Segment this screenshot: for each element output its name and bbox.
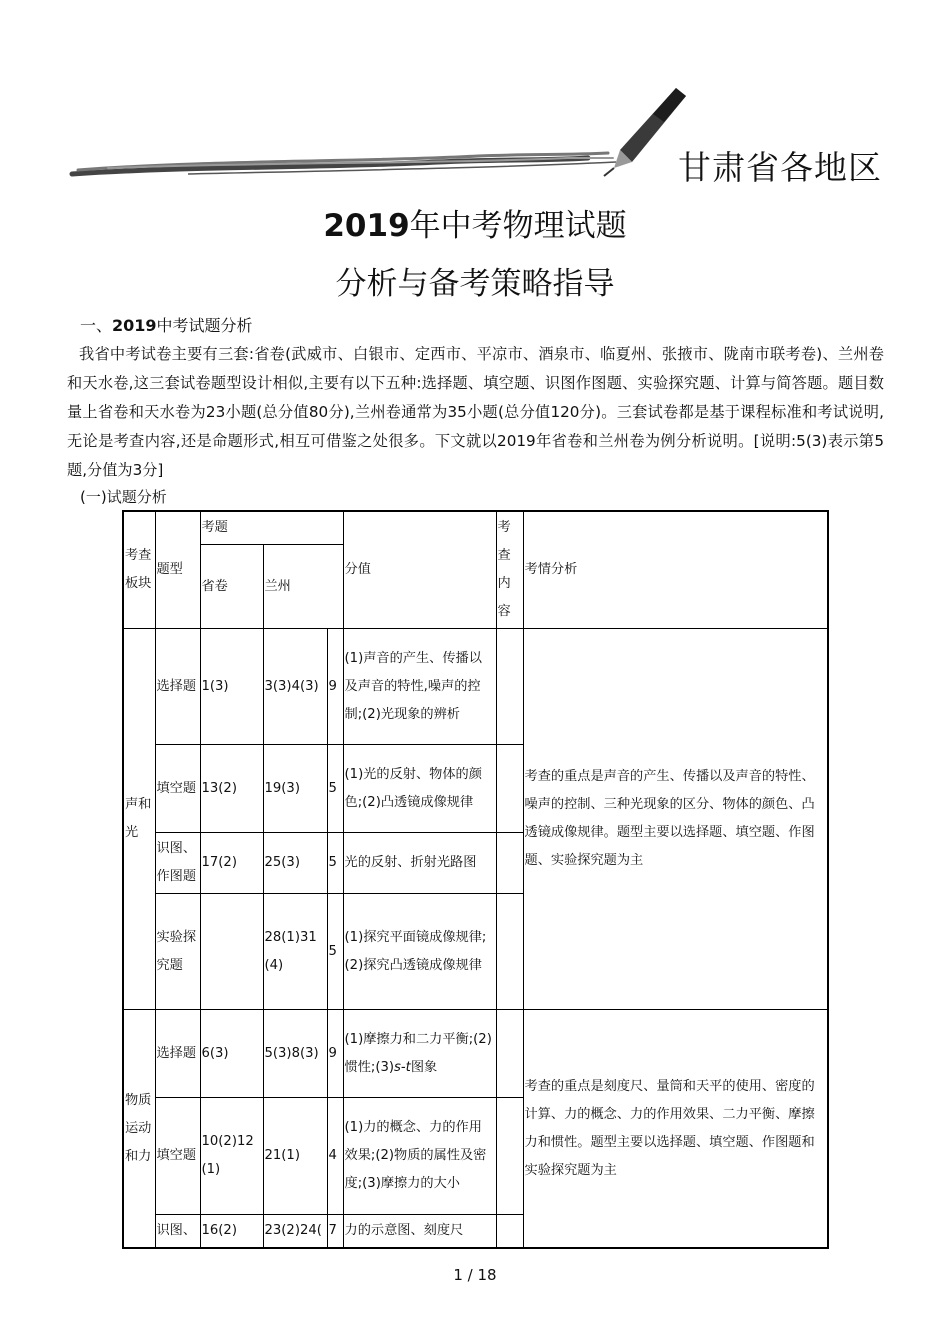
exam-content-part: 图象 (410, 1059, 438, 1075)
block-analysis: 考查的重点是声音的产生、传播以及声音的特性、噪声的控制、三种光现象的区分、物体的颜色、凸透镜成像规律。题型主要以选择题、填空题、作图题、实验探究题为主 (523, 629, 828, 1010)
lanzhou-questions: 28(1)31(4) (263, 894, 327, 1010)
table-row (123, 629, 828, 745)
lanzhou-questions: 25(3) (263, 833, 327, 894)
lanzhou-questions: 19(3) (263, 745, 327, 833)
header-province: 省卷 (200, 545, 263, 629)
lanzhou-questions: 3(3)4(3) (263, 629, 327, 745)
blank-cell (496, 629, 523, 745)
document-subtitle: 分析与备考策略指导 (335, 266, 615, 302)
score-value: 9 (327, 1010, 343, 1098)
title-year: 2019 (323, 208, 410, 244)
lanzhou-questions: 5(3)8(3) (263, 1010, 327, 1098)
module-name: 物质运动和力 (123, 1010, 155, 1249)
score-value: 4 (327, 1098, 343, 1215)
header-lanzhou: 兰州 (263, 545, 343, 629)
intro-paragraph: 我省中考试卷主要有三套:省卷(武威市、白银市、定西市、平凉市、酒泉市、临夏州、张掖市、陇南市联考卷)、兰州卷和天水卷,这三套试卷题型设计相似,主要有以下五种:选择题、填空题、识图作图题、实验探究题、计算与简答题。题目数量上省卷和天水卷为23小题(总分值80分),兰州卷通常为35小题(总分值120分)。三套试卷都是基于课程标准和考试说明,无论是考查内容,还是命题形式,相互可借鉴之处很多。下文就以2019年省卷和兰州卷为例分析说明。[说明:5(3)表示第5题,分值为3分] (67, 345, 884, 479)
exam-content: 力的示意图、刻度尺 (343, 1215, 496, 1249)
section-year: 2019 (112, 316, 157, 335)
table-row (123, 1010, 828, 1098)
lanzhou-questions: 21(1) (263, 1098, 327, 1215)
s-t-graph-label: s-t (394, 1059, 411, 1075)
subsection-heading: (一)试题分析 (80, 488, 167, 506)
title-text: 年中考物理试题 (409, 208, 627, 244)
header-analysis: 考情分析 (523, 511, 828, 629)
exam-content: (1)声音的产生、传播以及声音的特性,噪声的控制;(2)光现象的辨析 (343, 629, 496, 745)
question-type: 选择题 (155, 1010, 200, 1098)
province-questions: 16(2) (200, 1215, 263, 1249)
section-prefix: 一、 (80, 316, 113, 335)
blank-cell (496, 1215, 523, 1249)
blank-cell (496, 1010, 523, 1098)
header-type: 题型 (155, 511, 200, 629)
header-content: 考查内容 (496, 511, 523, 629)
province-questions (200, 894, 263, 1010)
page-number: 1 / 18 (453, 1266, 497, 1284)
lanzhou-questions: 23(2)24( (263, 1215, 327, 1249)
score-value: 5 (327, 833, 343, 894)
province-questions: 6(3) (200, 1010, 263, 1098)
section-heading-text: 中考试题分析 (156, 316, 253, 335)
question-type: 填空题 (155, 1098, 200, 1215)
analysis-table (122, 510, 829, 1249)
question-type: 实验探究题 (155, 894, 200, 1010)
score-value: 5 (327, 894, 343, 1010)
exam-content: (1)光的反射、物体的颜色;(2)凸透镜成像规律 (343, 745, 496, 833)
block-analysis: 考查的重点是刻度尺、量筒和天平的使用、密度的计算、力的概念、力的作用效果、二力平衡、摩擦力和惯性。题型主要以选择题、填空题、作图题和实验探究题为主 (523, 1010, 828, 1249)
exam-content: 光的反射、折射光路图 (343, 833, 496, 894)
question-type: 填空题 (155, 745, 200, 833)
header-value: 分值 (343, 511, 496, 629)
section-heading (80, 313, 253, 336)
header-row (123, 511, 828, 545)
province-questions: 1(3) (200, 629, 263, 745)
blank-cell (496, 745, 523, 833)
exam-content: (1)力的概念、力的作用效果;(2)物质的属性及密度;(3)摩擦力的大小 (343, 1098, 496, 1215)
score-value: 9 (327, 629, 343, 745)
blank-cell (496, 1098, 523, 1215)
exam-content: (1)探究平面镜成像规律;(2)探究凸透镜成像规律 (343, 894, 496, 1010)
blank-cell (496, 833, 523, 894)
exam-content (343, 1010, 496, 1098)
question-type: 选择题 (155, 629, 200, 745)
province-questions: 17(2) (200, 833, 263, 894)
province-questions: 13(2) (200, 745, 263, 833)
header-exam: 考题 (200, 511, 343, 545)
module-name: 声和光 (123, 629, 155, 1010)
header-module: 考查板块 (123, 511, 155, 629)
score-value: 5 (327, 745, 343, 833)
question-type: 识图、 (155, 1215, 200, 1249)
region-title: 甘肃省各地区 (678, 148, 882, 187)
exam-content-part: (1)摩擦力和二力平衡;(2)惯性;(3) (344, 1031, 492, 1075)
score-value: 7 (327, 1215, 343, 1249)
pen-and-stroke-decoration (68, 82, 688, 192)
province-questions: 10(2)12(1) (200, 1098, 263, 1215)
document-title (0, 200, 950, 245)
blank-cell (496, 894, 523, 1010)
question-type: 识图、作图题 (155, 833, 200, 894)
